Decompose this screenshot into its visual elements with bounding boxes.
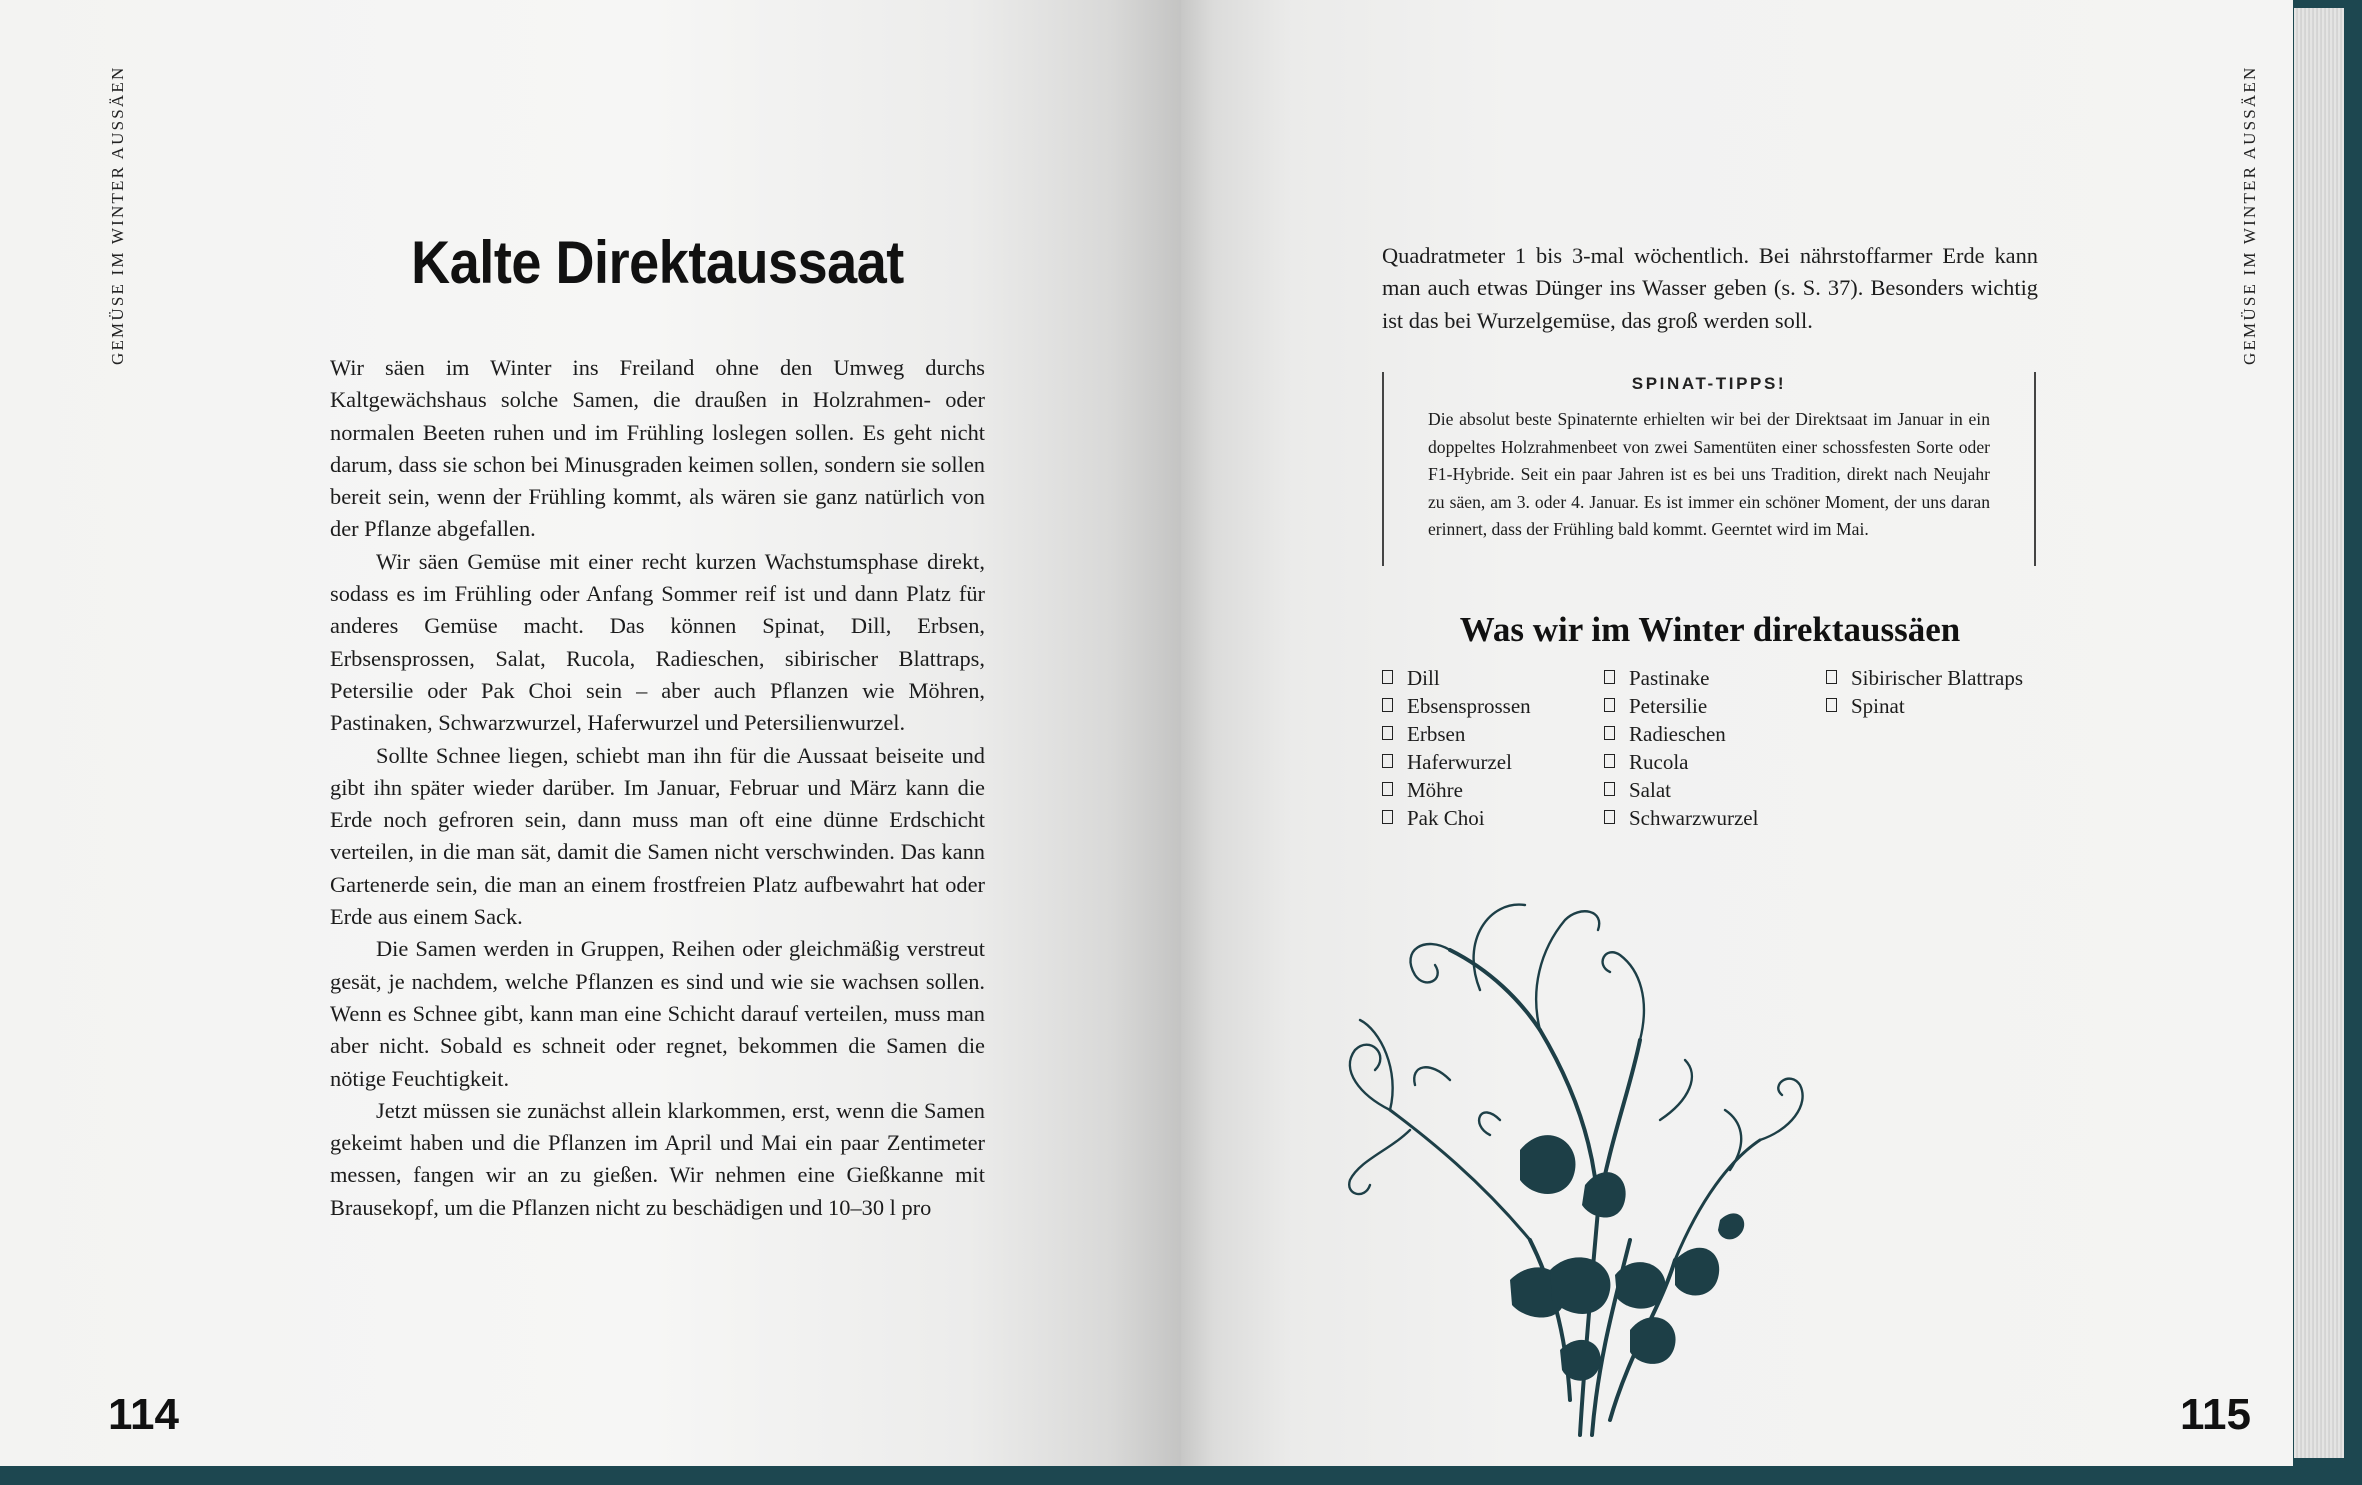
checkbox-icon <box>1382 810 1393 824</box>
checklist-item <box>1382 776 1604 804</box>
page-edges <box>2294 8 2344 1458</box>
checkbox-icon <box>1382 754 1393 768</box>
checklist-label: Möhre <box>1407 777 1463 802</box>
page-number-left: 114 <box>108 1390 179 1439</box>
checkbox-icon <box>1826 670 1837 684</box>
checkbox-icon <box>1382 726 1393 740</box>
checklist-label: Sibirischer Blattraps <box>1851 665 2024 690</box>
checklist-label: Erbsen <box>1407 721 1466 746</box>
checklist-label: Radieschen <box>1629 721 1726 746</box>
paragraph: Die Samen werden in Gruppen, Reihen oder gleichmäßig verstreut gesät, je nachdem, welche Pflanzen es sind und wie sie wachsen sollen. Wenn es Schnee gibt, kann man eine Schicht darauf verteilen, muss man aber nicht. Sobald es schneit oder regnet, bekommen die Samen die nötige Feuchtigkeit. <box>330 936 985 1091</box>
checklist-label: Pastinake <box>1629 665 1710 690</box>
page-number-right: 115 <box>2180 1390 2251 1439</box>
checkbox-icon <box>1604 670 1615 684</box>
vegetable-checklist <box>1382 664 2082 832</box>
checkbox-icon <box>1604 782 1615 796</box>
checklist-item <box>1826 664 2048 692</box>
checklist-item <box>1382 748 1604 776</box>
checkbox-icon <box>1382 782 1393 796</box>
checklist-label: Schwarzwurzel <box>1629 805 1759 830</box>
tip-box <box>1382 372 2036 566</box>
checklist-column <box>1604 664 1826 832</box>
checklist-item <box>1604 692 1826 720</box>
left-page <box>0 0 1181 1466</box>
checkbox-icon <box>1826 698 1837 712</box>
checklist-label: Ebsensprossen <box>1407 693 1531 718</box>
checklist-column <box>1382 664 1604 832</box>
checkbox-icon <box>1604 754 1615 768</box>
checklist-item <box>1382 664 1604 692</box>
continuation-text <box>1382 240 2038 337</box>
checklist-label: Rucola <box>1629 749 1689 774</box>
checklist-item <box>1604 804 1826 832</box>
tip-text: Die absolut beste Spinaternte erhielten wir bei der Direktsaat im Januar in ein doppeltes Holzrahmenbeet von zwei Samentüten einer schossfesten Sorte oder F1-Hybride. Seit ein paar Jahren ist es bei uns Tradition, direkt nach Neujahr zu säen, am 3. oder 4. Januar. Es ist immer ein schöner Moment, der uns daran erinnert, dass der Frühling bald kommt. Geerntet wird im Mai. <box>1428 409 1990 539</box>
checkbox-icon <box>1604 810 1615 824</box>
paragraph: Wir säen im Winter ins Freiland ohne den Umweg durchs Kaltgewächshaus solche Samen, die draußen in Holzrahmen- oder normalen Beeten ruhen und im Frühling loslegen sollen. Es geht nicht darum, dass sie schon bei Minusgraden keimen sollen, sondern sie sollen bereit sein, wenn der Frühling kommt, als wären sie ganz natürlich von der Pflanze abgefallen. <box>330 355 985 542</box>
checklist-label: Petersilie <box>1629 693 1708 718</box>
checklist-label: Spinat <box>1851 693 1905 718</box>
list-title: Was wir im Winter direktaussäen <box>1459 610 1961 649</box>
checklist-item <box>1604 748 1826 776</box>
checkbox-icon <box>1604 698 1615 712</box>
checklist-column <box>1826 664 2048 832</box>
checklist-item <box>1382 720 1604 748</box>
paragraph: Sollte Schnee liegen, schiebt man ihn für die Aussaat beiseite und gibt ihn später wieder darüber. Im Januar, Februar und März kann die Erde noch gefroren sein, dann muss man oft eine dünne Erdschicht verteilen, in die man sät, damit die Samen nicht verschwinden. Das kann Gartenerde sein, die man an einem frostfreien Platz aufbewahrt hat oder Erde aus einem Sack. <box>330 742 985 930</box>
page-title: Kalte Direktaussaat <box>411 229 904 296</box>
checklist-item <box>1826 692 2048 720</box>
checklist-item <box>1382 692 1604 720</box>
tip-heading: SPINAT-TIPPS! <box>1631 374 1787 393</box>
checklist-item <box>1604 720 1826 748</box>
checkbox-icon <box>1382 670 1393 684</box>
paragraph: Quadratmeter 1 bis 3-mal wöchentlich. Bei nährstoffarmer Erde kann man auch etwas Dünger ins Wasser geben (s. S. 37). Besonders wichtig ist das bei Wurzelgemüse, das groß werden soll. <box>1382 243 2038 333</box>
body-text <box>330 352 985 1224</box>
paragraph: Jetzt müssen sie zunächst allein klarkommen, erst, wenn die Samen gekeimt haben und die Pflanzen im April und Mai ein paar Zentimeter messen, fangen wir an zu gießen. Wir nehmen eine Gießkanne mit Brausekopf, um die Pflanzen nicht zu beschädigen und 10–30 l pro <box>330 1097 985 1220</box>
checkbox-icon <box>1604 726 1615 740</box>
checklist-label: Salat <box>1629 777 1671 802</box>
pea-plant-illustration <box>1330 880 1850 1440</box>
checklist-item <box>1382 804 1604 832</box>
checklist-item <box>1604 776 1826 804</box>
running-head-left: GEMÜSE IM WINTER AUSSÄEN <box>108 65 127 365</box>
paragraph: Wir säen Gemüse mit einer recht kurzen Wachstumsphase direkt, sodass es im Frühling oder Anfang Sommer reif ist und dann Platz für anderes Gemüse macht. Das können Spinat, Dill, Erbsen, Erbsensprossen, Salat, Rucola, Radieschen, sibirischer Blattraps, Petersilie oder Pak Choi sein – aber auch Pflanzen wie Möhren, Pastinaken, Schwarzwurzel, Haferwurzel und Petersilienwurzel. <box>330 548 985 736</box>
checkbox-icon <box>1382 698 1393 712</box>
checklist-label: Dill <box>1407 665 1440 690</box>
checklist-item <box>1604 664 1826 692</box>
checklist-label: Pak Choi <box>1407 805 1485 830</box>
running-head-right: GEMÜSE IM WINTER AUSSÄEN <box>2240 65 2259 365</box>
checklist-label: Haferwurzel <box>1407 749 1512 774</box>
